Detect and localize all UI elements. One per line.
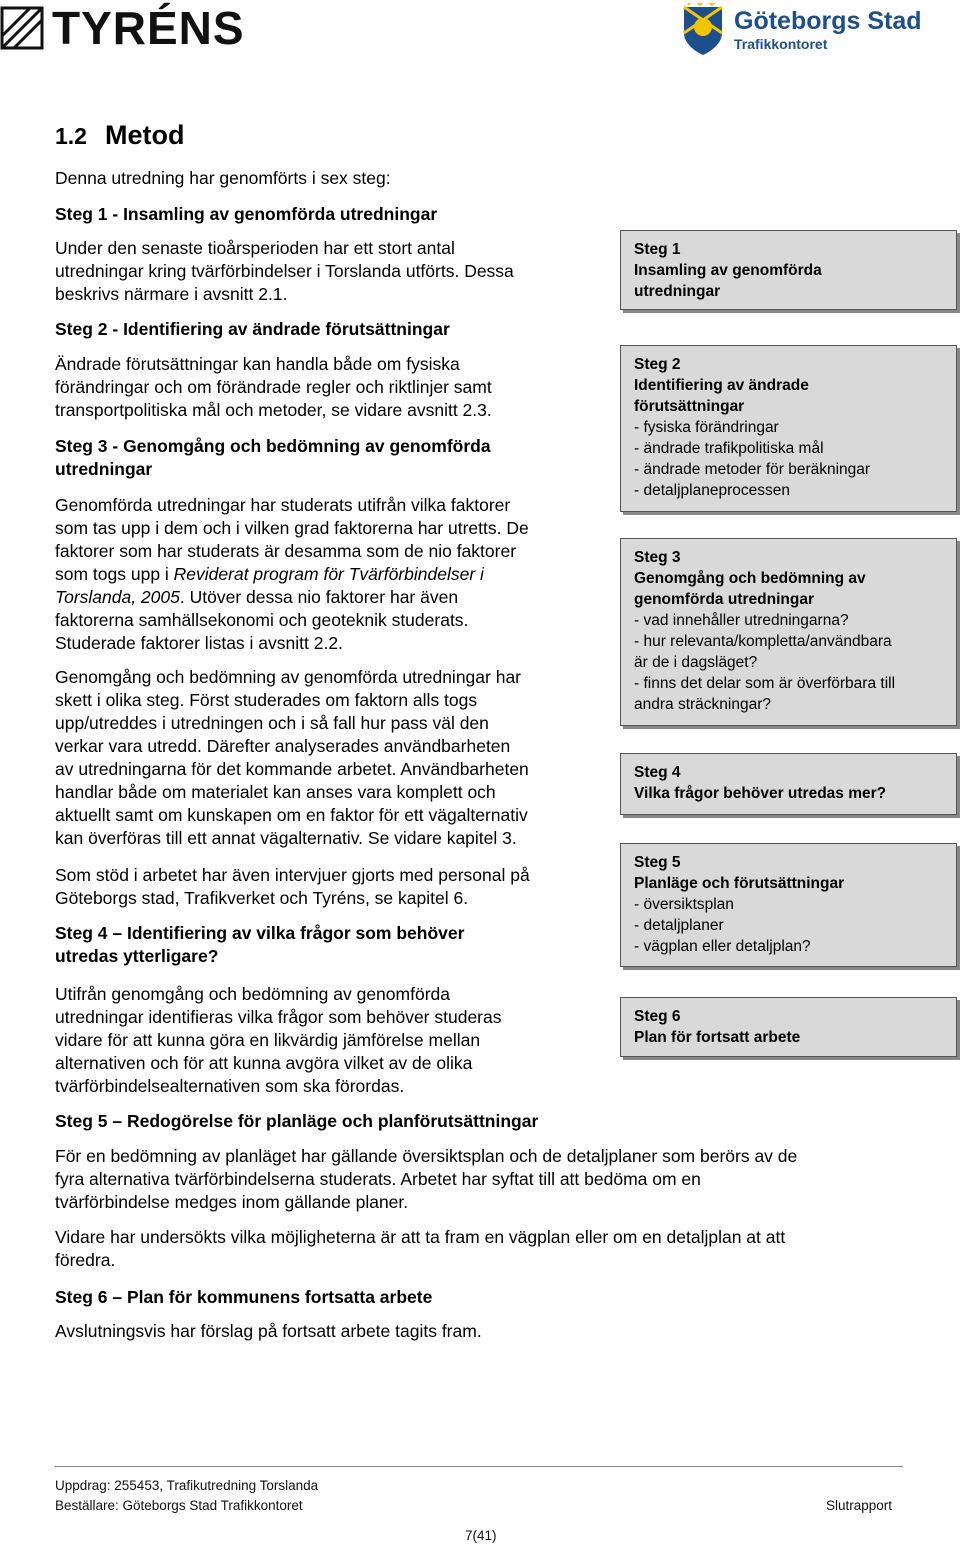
- sidebar-box-steg3: Steg 3 Genomgång och bedömning av genomförda utredningar - vad innehåller utredningarna? - hur relevanta/kompletta/användbara är de i dagsläget? - finns det delar som är överförbara till andra sträckningar?: [620, 538, 957, 726]
- footer-divider: [55, 1466, 903, 1467]
- department-name: Trafikkontoret: [734, 35, 828, 52]
- steg3-paragraph-1: Genomförda utredningar har studerats utifrån vilka faktorer som tas upp i dem och i vilken grad faktorerna har utretts. De faktorer som har studerats är desamma som de nio faktorer som togs upp i Reviderat program för Tvärförbindelser i Torslanda, 2005. Utöver dessa nio faktorer har även faktorerna samhällsekonomi och geoteknik studerats. Studerade faktorer listas i avsnitt 2.2.: [55, 495, 529, 653]
- section-heading: [55, 120, 184, 151]
- goteborg-logo: [680, 0, 922, 60]
- steg4-paragraph: Utifrån genomgång och bedömning av genomförda utredningar identifieras vilka frågor som behöver studeras vidare för att kunna göra en likvärdig jämförelse mellan alternativen och för att kunna avgöra vilket av de olika tvärförbindelsealternativen som ska förordas.: [55, 984, 502, 1096]
- steg2-paragraph: Ändrade förutsättningar kan handla både om fysiska förändringar och om förändrade regler och riktlinjer samt transportpolitiska mål och metoder, se vidare avsnitt 2.3.: [55, 354, 492, 420]
- program-title: Reviderat program för Tvärförbindelser i: [173, 564, 484, 584]
- steg1-paragraph: Under den senaste tioårsperioden har ett stort antal utredningar kring tvärförbindelser i Torslanda utförts. Dessa beskrivs närmare i avsnitt 2.1.: [55, 238, 514, 304]
- steg5-paragraph-1: För en bedömning av planläget har gällande översiktsplan och de detaljplaner som berörs av de fyra alternativa tvärförbindelserna studerats. Arbetet har syftat till att bedöma om en tvärförbindelse medges inom gällande planer.: [55, 1146, 798, 1212]
- footer-client: Beställare: Göteborgs Stad Trafikkontoret: [55, 1498, 303, 1513]
- sidebar-box-steg4: Steg 4 Vilka frågor behöver utredas mer?: [620, 753, 957, 815]
- footer-assignment: Uppdrag: 255453, Trafikutredning Torslanda: [55, 1478, 319, 1493]
- intro-text: Denna utredning har genomförts i sex steg:: [55, 168, 391, 188]
- sidebar-box-steg1: Steg 1 Insamling av genomförda utredningar: [620, 230, 957, 310]
- city-name: Göteborgs Stad: [734, 6, 922, 35]
- page-number: 7(41): [465, 1528, 497, 1543]
- steg3-paragraph-2: Genomgång och bedömning av genomförda utredningar har skett i olika steg. Först studerades om faktorn alls togs upp/utreddes i utredningen och i så fall hur pass väl den verkar vara utredd. Därefter analyserades användbarheten av utredningarna för det kommande arbetet. Användbarheten handlar både om materialet kan anses vara komplett och aktuellt samt om kunskapen om en faktor för ett vägalternativ kan överföras till ett annat vägalternativ. Se vidare kapitel 3.: [55, 667, 529, 848]
- sidebar-box-steg5: Steg 5 Planläge och förutsättningar - översiktsplan - detaljplaner - vägplan eller detaljplan?: [620, 843, 957, 967]
- steg5-paragraph-2: Vidare har undersökts vilka möjligheterna är att ta fram en vägplan eller om en detaljplan at att föredra.: [55, 1227, 786, 1270]
- section-number: 1.2: [55, 123, 87, 149]
- tyrens-mark-icon: [0, 6, 44, 50]
- steg6-title: Steg 6 – Plan för kommunens fortsatta arbete: [55, 1287, 433, 1307]
- steg5-title: Steg 5 – Redogörelse för planläge och planförutsättningar: [55, 1111, 539, 1131]
- steg6-paragraph: Avslutningsvis har förslag på fortsatt arbete tagits fram.: [55, 1321, 482, 1341]
- section-title: Metod: [104, 120, 185, 150]
- steg3-paragraph-3: Som stöd i arbetet har även intervjuer gjorts med personal på Göteborgs stad, Trafikverket och Tyréns, se kapitel 6.: [55, 865, 530, 908]
- steg4-title: Steg 4 – Identifiering av vilka frågor som behöver utredas ytterligare?: [55, 923, 465, 966]
- sidebar-box-steg6: Steg 6 Plan för fortsatt arbete: [620, 997, 957, 1057]
- tyrens-wordmark: TYRÉNS: [52, 2, 245, 54]
- steg1-title: Steg 1 - Insamling av genomförda utredningar: [55, 204, 438, 224]
- sidebar-box-steg2: Steg 2 Identifiering av ändrade förutsättningar - fysiska förändringar - ändrade trafikpolitiska mål - ändrade metoder för beräkningar - detaljplaneprocessen: [620, 345, 957, 512]
- footer-doc-type: Slutrapport: [826, 1498, 893, 1513]
- steg2-title: Steg 2 - Identifiering av ändrade förutsättningar: [55, 319, 450, 339]
- city-crest-icon: [680, 3, 726, 57]
- steg3-title: Steg 3 - Genomgång och bedömning av genomförda utredningar: [55, 436, 491, 479]
- tyrens-logo: [0, 0, 245, 56]
